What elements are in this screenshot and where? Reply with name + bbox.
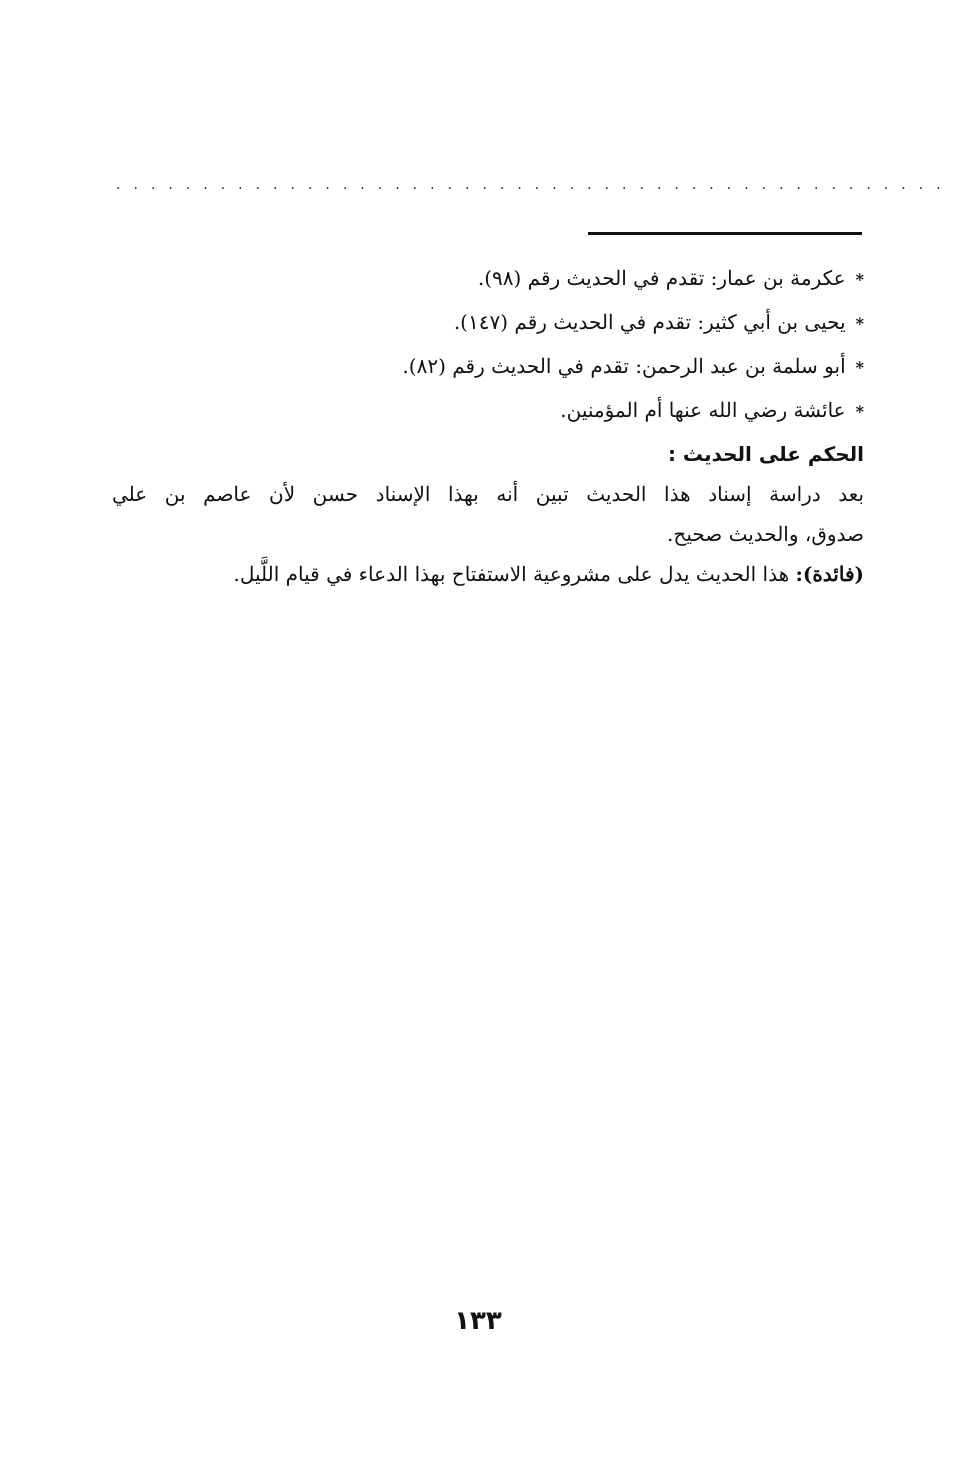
main-text: [112, 258, 864, 598]
ruling-paragraph: [112, 474, 864, 554]
narrator-text: أبو سلمة بن عبد الرحمن: تقدم في الحديث رقم (٨٢).: [402, 354, 846, 378]
benefit-label: (فائدة):: [795, 562, 864, 586]
narrator-text: عائشة رضي الله عنها أم المؤمنين.: [560, 398, 846, 422]
dotted-separator: ................................................: [116, 177, 954, 193]
narrator-text: يحيى بن أبي كثير: تقدم في الحديث رقم (١٤٧).: [453, 310, 846, 334]
narrator-item: [112, 302, 864, 346]
bullet-star: *: [855, 314, 864, 333]
narrator-text: عكرمة بن عمار: تقدم في الحديث رقم (٩٨).: [477, 266, 846, 290]
narrator-item: [112, 390, 864, 434]
narrator-item: [112, 346, 864, 390]
ruling-line-2: صدوق، والحديث صحيح.: [667, 522, 864, 546]
page-number: ١٣٣: [454, 1306, 502, 1336]
bullet-star: *: [855, 270, 864, 289]
bullet-star: *: [855, 402, 864, 421]
narrator-item: [112, 258, 864, 302]
ruling-heading: الحكم على الحديث :: [667, 442, 864, 466]
ruling-line-1: بعد دراسة إسناد هذا الحديث تبين أنه بهذا الإسناد حسن لأن عاصم بن علي: [112, 482, 864, 506]
benefit-text: هذا الحديث يدل على مشروعية الاستفتاح بهذا الدعاء في قيام اللَّيل.: [233, 562, 796, 586]
benefit-note: [112, 554, 864, 598]
footnote-rule: [588, 232, 862, 235]
bullet-star: *: [855, 358, 864, 377]
